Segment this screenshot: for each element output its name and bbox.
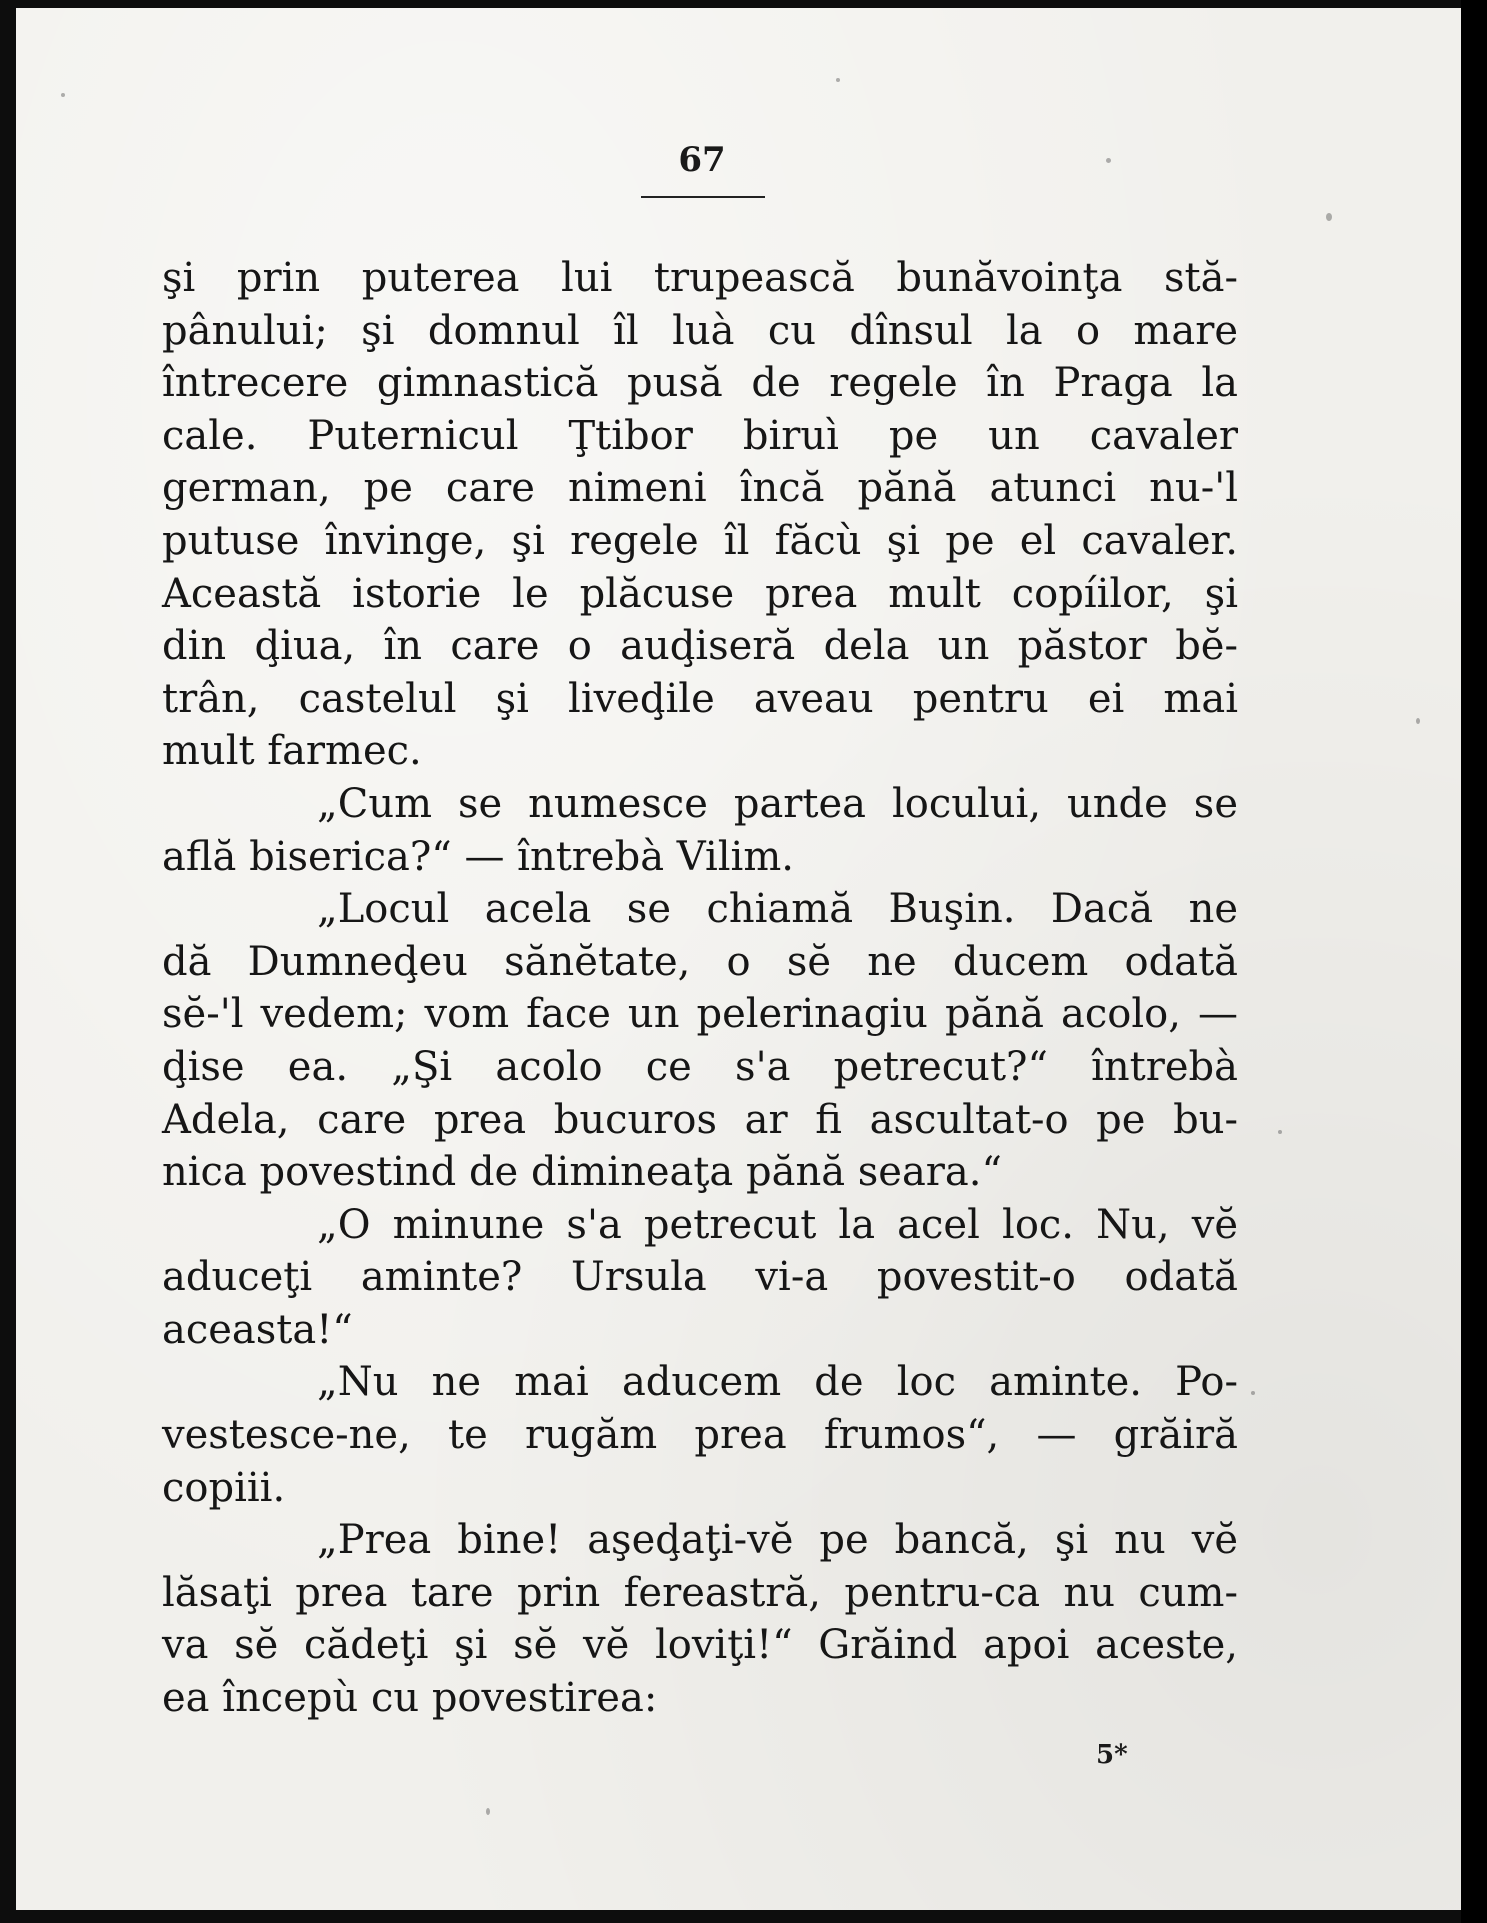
text-line: „Cum se numesce partea locului, unde se bbox=[317, 780, 1238, 827]
text-line: trân, castelul şi liveḑile aveau pentru ei mai bbox=[162, 675, 1238, 722]
body-text bbox=[162, 252, 1238, 1725]
page-number: 67 bbox=[678, 140, 726, 180]
text-line: vestesce-ne, te rugăm prea frumos“, — grăiră bbox=[162, 1412, 1238, 1459]
text-line: aceasta!“ bbox=[162, 1306, 353, 1353]
speck bbox=[486, 1808, 490, 1815]
text-line: pânului; şi domnul îl luà cu dînsul la o mare bbox=[162, 307, 1238, 354]
speck bbox=[836, 78, 840, 82]
text-line: întrecere gimnastică pusă de regele în Praga la bbox=[162, 360, 1238, 407]
text-line: Adela, care prea bucuros ar fi ascultat-o pe bu- bbox=[162, 1096, 1238, 1143]
text-line: cale. Puternicul Ţtibor biruì pe un cavaler bbox=[162, 412, 1238, 459]
text-line: „Locul acela se chiamă Buşin. Dacă ne bbox=[317, 886, 1238, 933]
text-line: „O minune s'a petrecut la acel loc. Nu, vĕ bbox=[317, 1201, 1238, 1248]
text-line: putuse învinge, şi regele îl făcù şi pe el cavaler. bbox=[162, 517, 1238, 564]
text-line: german, pe care nimeni încă pănă atunci nu-'l bbox=[162, 465, 1238, 512]
text-line: „Prea bine! aşeḑaţi-vĕ pe bancă, şi nu vĕ bbox=[317, 1517, 1238, 1564]
text-line: ḑise ea. „Şi acolo ce s'a petrecut?“ întrebà bbox=[162, 1043, 1238, 1090]
scan-edge bbox=[1461, 0, 1487, 1923]
speck bbox=[61, 93, 65, 97]
text-line: sĕ-'l vedem; vom face un pelerinagiu pănă acolo, — bbox=[162, 991, 1238, 1038]
text-line: mult farmec. bbox=[162, 728, 422, 775]
speck bbox=[1416, 718, 1420, 724]
text-line: şi prin puterea lui trupească bunăvoinţa stă- bbox=[162, 255, 1238, 301]
text-line: va sĕ cădeţi şi sĕ vĕ loviţi!“ Grăind apoi aceste, bbox=[162, 1622, 1238, 1669]
speck bbox=[1251, 1391, 1255, 1395]
text-line: nica povestind de dimineaţa pănă seara.“ bbox=[162, 1149, 1002, 1196]
speck bbox=[1106, 158, 1111, 163]
text-line: află biserica?“ — întrebà Vilim. bbox=[162, 833, 794, 880]
text-line: lăsaţi prea tare prin fereastră, pentru-ca nu cum- bbox=[162, 1569, 1238, 1616]
page-number-rule bbox=[641, 196, 765, 198]
text-line: „Nu ne mai aducem de loc aminte. Po- bbox=[317, 1359, 1238, 1406]
text-line: ea începù cu povestirea: bbox=[162, 1675, 658, 1722]
text-line: dă Dumneḑeu sănĕtate, o sĕ ne ducem odată bbox=[162, 938, 1238, 985]
text-line: aduceţi aminte? Ursula vi-a povestit-o odată bbox=[162, 1254, 1238, 1301]
speck bbox=[1278, 1130, 1282, 1134]
speck bbox=[1326, 213, 1332, 221]
text-line: din ḑiua, în care o auḑiseră dela un păstor bĕ- bbox=[162, 623, 1238, 670]
text-line: copiii. bbox=[162, 1464, 286, 1511]
text-line: Această istorie le plăcuse prea mult copíilor, şi bbox=[162, 570, 1238, 617]
printer-signature: 5* bbox=[1096, 1740, 1128, 1770]
